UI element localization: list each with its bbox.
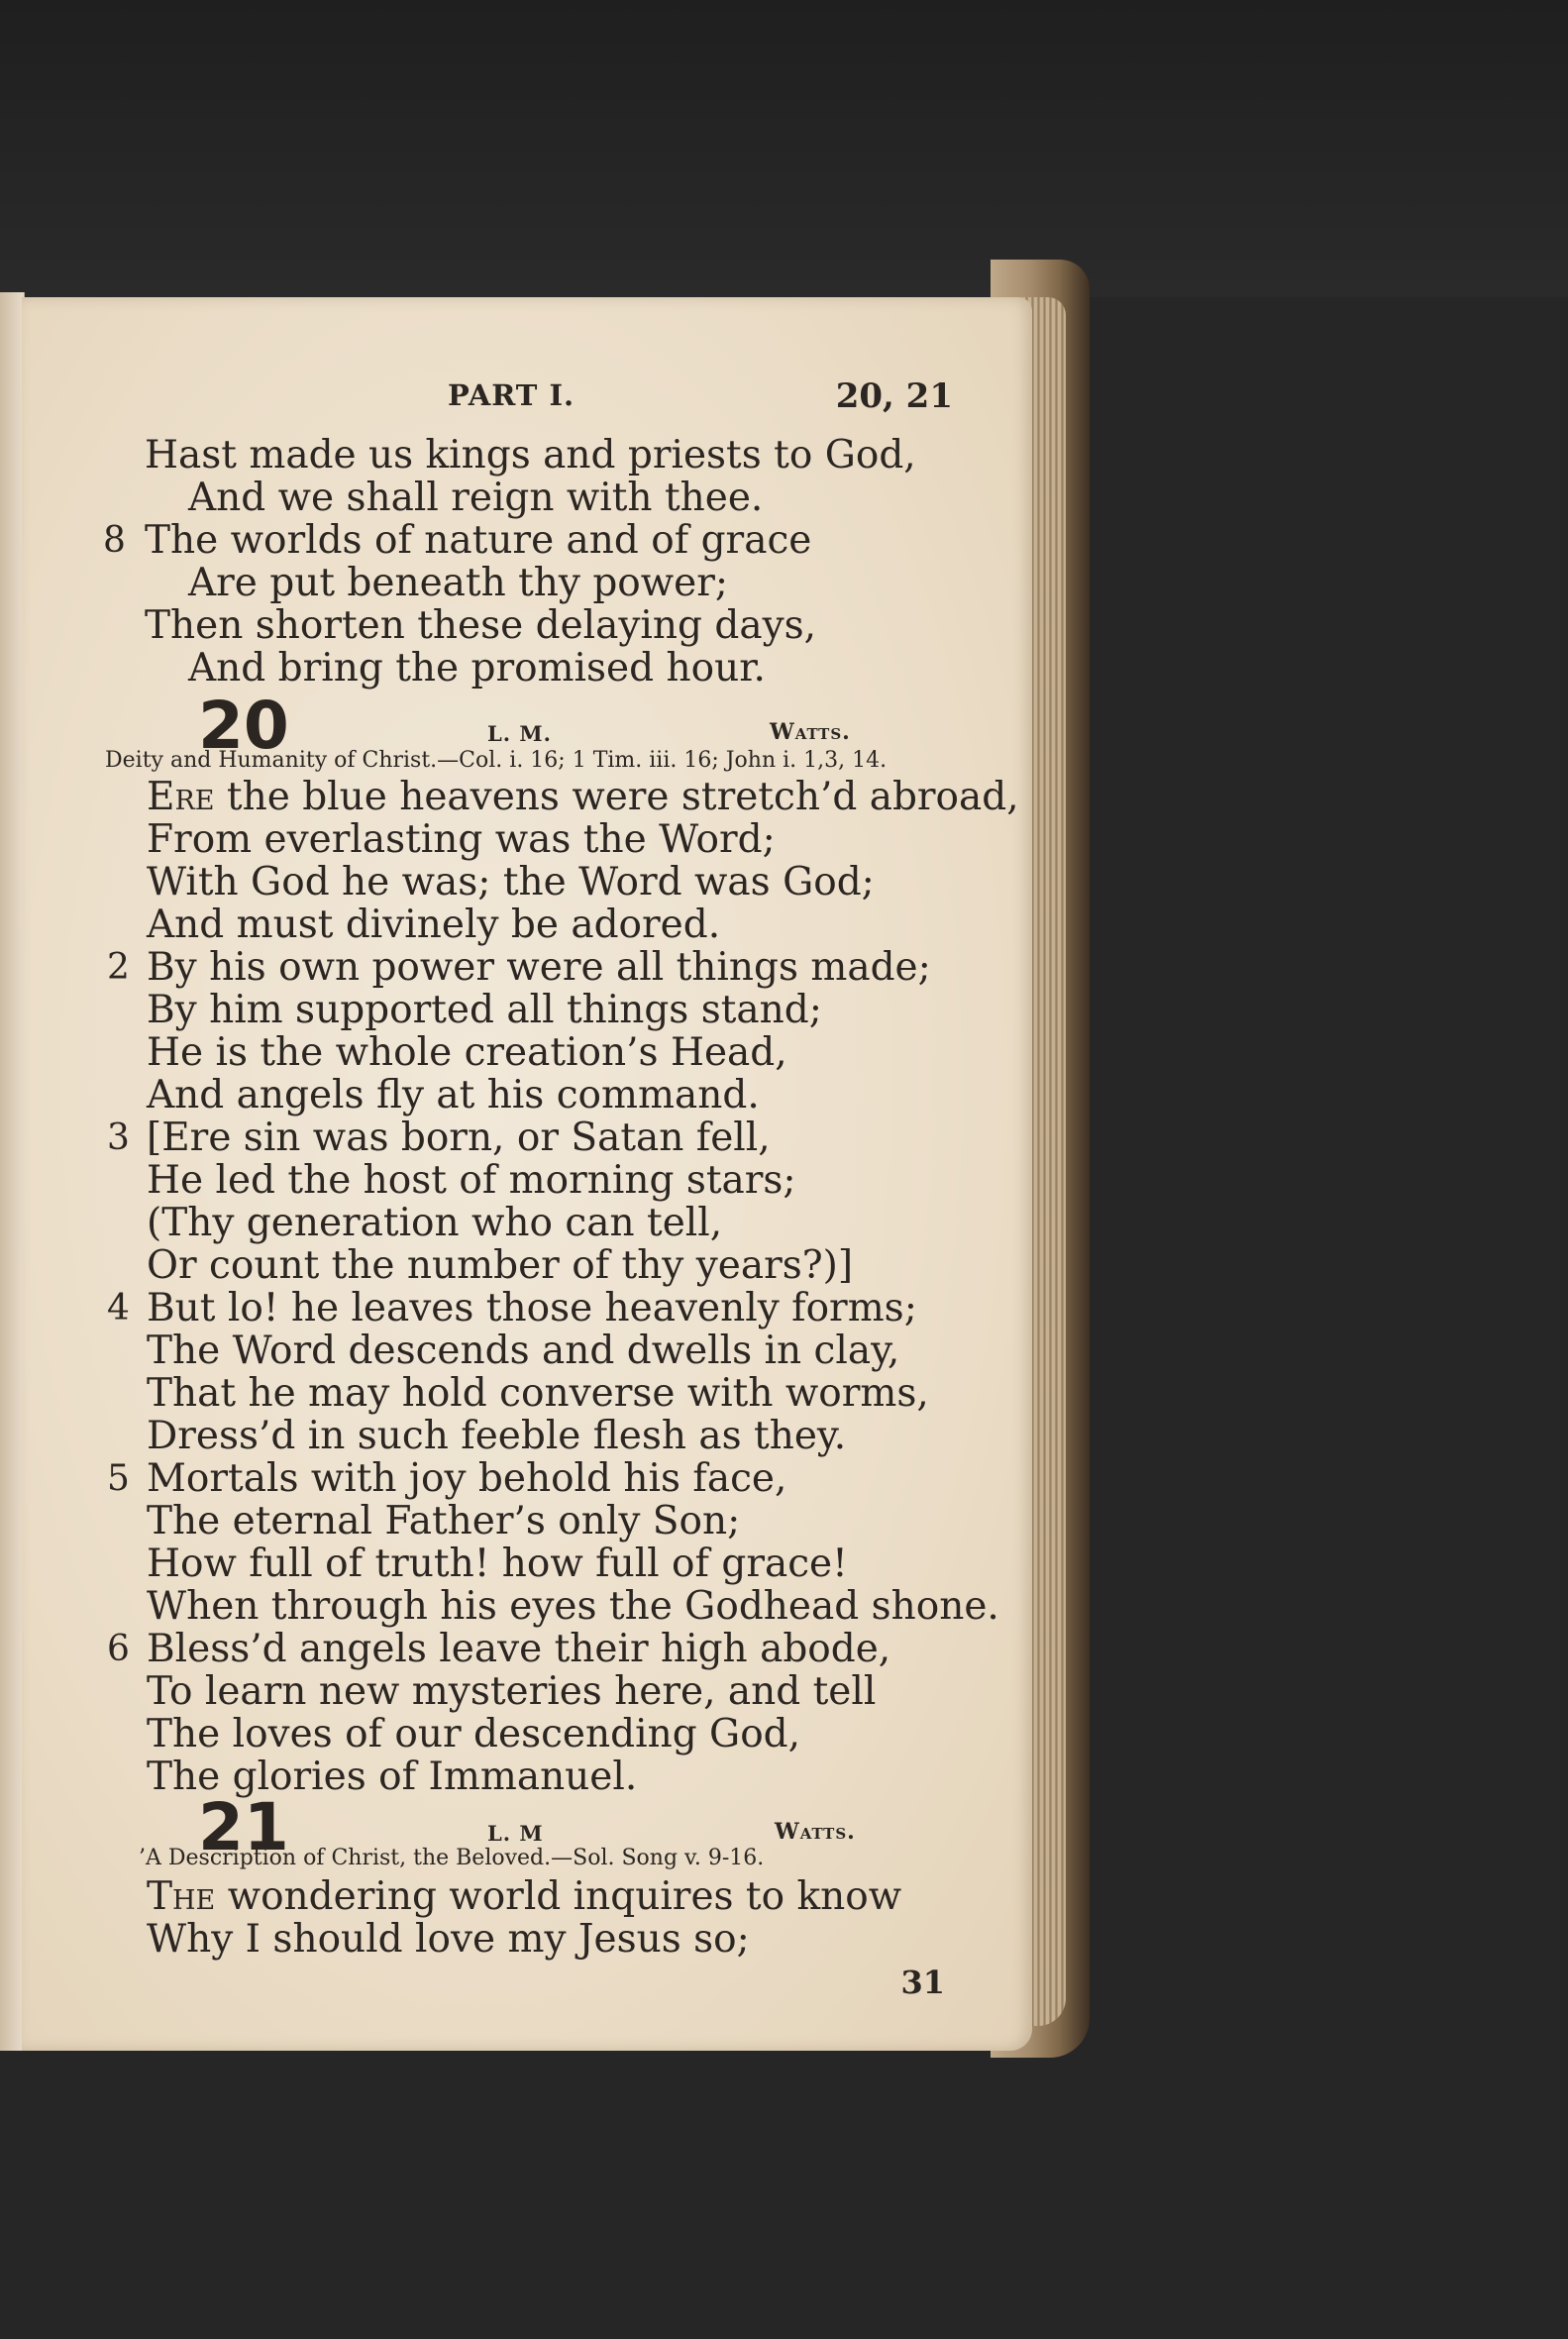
hymn-line: And angels fly at his command. [147,1073,760,1117]
continuation-line: The worlds of nature and of grace [145,518,812,563]
page-number: 31 [900,1964,945,2001]
first-word: Ere [147,775,215,819]
hymn-line: But lo! he leaves those heavenly forms; [147,1286,917,1330]
hymn-line: The wondering world inquires to know [147,1874,902,1919]
hymn-line: By him supported all things stand; [147,988,822,1032]
hymn-line: Ere the blue heavens were stretch’d abroad, [147,775,1019,819]
hymn-21-author: Watts. [775,1819,856,1845]
book-page [22,297,1032,2051]
first-word: The [147,1874,216,1919]
continuation-line: And we shall reign with thee. [188,476,764,520]
hymn-line: To learn new mysteries here, and tell [147,1669,877,1714]
hymn-21-subject: ’A Description of Christ, the Beloved.—Sol. Song v. 9-16. [139,1846,765,1870]
hymn-line: Mortals with joy behold his face, [147,1456,787,1501]
backdrop [0,0,1568,297]
hymn-20-author: Watts. [770,719,851,745]
verse-number: 2 [107,947,130,988]
hymn-line: The eternal Father’s only Son; [147,1499,741,1543]
hymn-line: (Thy generation who can tell, [147,1201,723,1245]
hymn-21-meter: L. M [487,1821,544,1846]
hymn-line: When through his eyes the Godhead shone. [147,1584,999,1629]
hymn-line: [Ere sin was born, or Satan fell, [147,1116,771,1160]
running-header-hymn-numbers: 20, 21 [835,376,953,416]
hymn-line: Or count the number of thy years?)] [147,1243,854,1288]
hymn-number-21: 21 [198,1789,289,1865]
hymn-line: He is the whole creation’s Head, [147,1030,787,1075]
verse-number: 5 [107,1458,130,1499]
hymn-line: And must divinely be adored. [147,903,721,947]
hymn-line: The glories of Immanuel. [147,1754,638,1799]
hymn-line: With God he was; the Word was God; [147,860,875,904]
hymn-line: That he may hold converse with worms, [147,1371,929,1416]
hymn-20-meter: L. M. [487,721,552,746]
verse-number: 8 [103,520,126,561]
hymn-line: How full of truth! how full of grace! [147,1542,848,1586]
running-header-part: PART I. [448,378,575,412]
continuation-line: Are put beneath thy power; [188,561,729,605]
hymn-line: He led the host of morning stars; [147,1158,796,1203]
hymn-line: Why I should love my Jesus so; [147,1917,750,1962]
verse-number: 6 [107,1629,130,1669]
hymn-number-20: 20 [198,688,289,764]
verse-number: 3 [107,1117,130,1158]
hymn-20-subject: Deity and Humanity of Christ.—Col. i. 16; 1 Tim. iii. 16; John i. 1,3, 14. [105,748,888,773]
continuation-line: Hast made us kings and priests to God, [145,433,916,478]
hymn-line: The Word descends and dwells in clay, [147,1329,900,1373]
hymn-line: The loves of our descending God, [147,1712,801,1756]
continuation-line: Then shorten these delaying days, [145,603,817,648]
hymn-line: From everlasting was the Word; [147,817,776,862]
hymn-line: By his own power were all things made; [147,945,931,990]
hymn-line: Dress’d in such feeble flesh as they. [147,1414,847,1458]
continuation-line: And bring the promised hour. [188,646,766,691]
hymn-line: Bless’d angels leave their high abode, [147,1627,891,1671]
verse-number: 4 [107,1288,130,1329]
